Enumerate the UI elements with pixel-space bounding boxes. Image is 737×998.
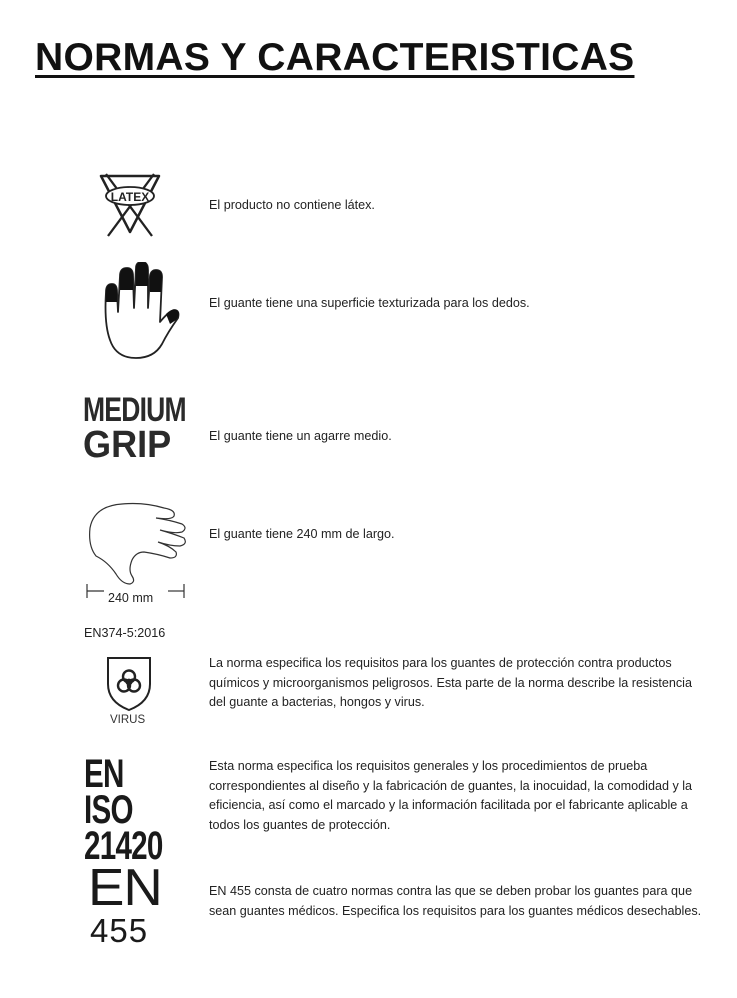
en-455-line2: 455: [90, 912, 149, 949]
medium-grip-icon: [83, 391, 186, 466]
en-iso-line1: EN ISO: [84, 752, 133, 832]
biohazard-shield-icon: [104, 654, 154, 712]
en-iso-description: Esta norma especifica los requisitos generales y los procedimientos de prueba correspondientes al diseño y la fabricación de guantes, la inocuidad, la comodidad y la eficiencia, así como el marcado y la información facilitada por el fabricante aplicable a todos los guantes de protección.: [209, 759, 693, 832]
en-455-icon: [88, 859, 162, 949]
latex-description: El producto no contiene látex.: [209, 198, 375, 212]
textured-fingers-description: El guante tiene una superficie texturizada para los dedos.: [209, 296, 530, 310]
en-iso-line2: 21420: [84, 824, 163, 868]
glove-length-description: El guante tiene 240 mm de largo.: [209, 527, 395, 541]
glove-length-label: 240 mm: [108, 591, 154, 605]
medium-grip-description: El guante tiene un agarre medio.: [209, 429, 392, 443]
en374-description: La norma especifica los requisitos para los guantes de protección contra productos químicos y microorganismos peligrosos. Esta parte de la norma describe la resistencia del guante a bacterias, hongos y virus.: [209, 656, 692, 709]
latex-icon-label: LATEX: [110, 190, 150, 204]
en-iso-icon: [84, 752, 194, 868]
standard-label: EN374-5:2016: [84, 626, 166, 640]
textured-fingers-icon: [96, 262, 180, 362]
medium-grip-line1: MEDIUM: [83, 391, 186, 429]
en-455-line1: EN: [88, 859, 162, 917]
en-455-description: EN 455 consta de cuatro normas contra las que se deben probar los guantes para que sean guantes médicos. Especifica los requisitos para los guantes médicos desechables.: [209, 884, 702, 918]
virus-label: VIRUS: [110, 714, 146, 726]
latex-free-icon: [96, 170, 164, 240]
medium-grip-line2: GRIP: [83, 424, 172, 466]
page-title: NORMAS Y CARACTERISTICAS: [35, 36, 635, 79]
